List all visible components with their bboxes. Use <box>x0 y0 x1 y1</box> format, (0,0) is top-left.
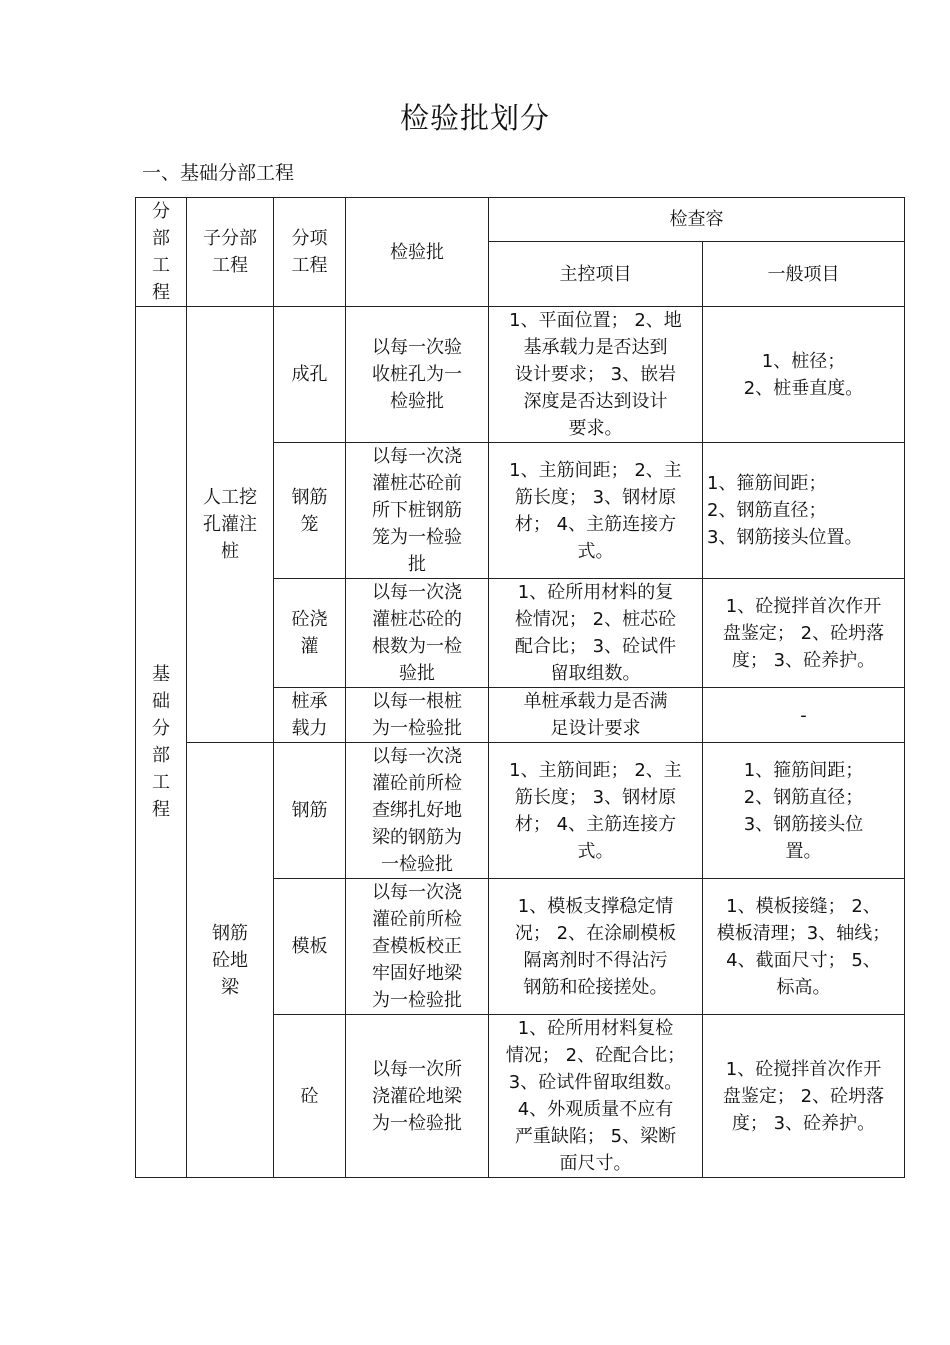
general-items: 1、砼搅拌首次作开 盘鉴定； 2、砼坍落 度； 3、砼养护。 <box>703 579 905 688</box>
header-subdivision: 子分部 工程 <box>187 198 274 307</box>
general-items: 1、箍筋间距； 2、钢筋直径； 3、钢筋接头位置。 <box>703 443 905 579</box>
general-items: 1、箍筋间距； 2、钢筋直径； 3、钢筋接头位 置。 <box>703 743 905 879</box>
subdivision-name: 钢筋 砼地 梁 <box>187 743 274 1178</box>
main-control-items: 1、砼所用材料复检 情况； 2、砼配合比； 3、砼试件留取组数。 4、外观质量不应有 严重缺陷； 5、梁断 面尺寸。 <box>489 1015 703 1178</box>
item-name: 砼浇 灌 <box>274 579 346 688</box>
section-heading: 一、基础分部工程 <box>142 162 295 184</box>
item-name: 桩承 载力 <box>274 688 346 743</box>
header-batch: 检验批 <box>346 198 489 307</box>
general-items: 1、模板接缝； 2、 模板清理；3、轴线； 4、截面尺寸； 5、 标高。 <box>703 879 905 1015</box>
header-division: 分 部 工 程 <box>136 198 187 307</box>
batch-rule: 以每一次验 收桩孔为一 检验批 <box>346 307 489 443</box>
general-items: - <box>703 688 905 743</box>
main-control-items: 1、模板支撑稳定情 况； 2、在涂刷模板 隔离剂时不得沾污 钢筋和砼接搓处。 <box>489 879 703 1015</box>
item-name: 钢筋 笼 <box>274 443 346 579</box>
general-items: 1、砼搅拌首次作开 盘鉴定； 2、砼坍落 度； 3、砼养护。 <box>703 1015 905 1178</box>
inspection-batch-table <box>135 197 905 1178</box>
batch-rule: 以每一次浇 灌砼前所检 查模板校正 牢固好地梁 为一检验批 <box>346 879 489 1015</box>
batch-rule: 以每一次浇 灌砼前所检 查绑扎好地 梁的钢筋为 一检验批 <box>346 743 489 879</box>
item-name: 砼 <box>274 1015 346 1178</box>
main-control-items: 1、主筋间距； 2、主 筋长度； 3、钢材原 材； 4、主筋连接方 式。 <box>489 743 703 879</box>
main-control-items: 1、砼所用材料的复 检情况； 2、桩芯砼 配合比； 3、砼试件 留取组数。 <box>489 579 703 688</box>
batch-rule: 以每一次所 浇灌砼地梁 为一检验批 <box>346 1015 489 1178</box>
item-name: 模板 <box>274 879 346 1015</box>
header-main-items: 主控项目 <box>489 242 703 307</box>
item-name: 钢筋 <box>274 743 346 879</box>
header-inspect: 检查容 <box>489 198 905 242</box>
general-items: 1、桩径； 2、桩垂直度。 <box>703 307 905 443</box>
header-general-items: 一般项目 <box>703 242 905 307</box>
division-name: 基 础 分 部 工 程 <box>136 307 187 1178</box>
batch-rule: 以每一次浇 灌桩芯砼的 根数为一检 验批 <box>346 579 489 688</box>
subdivision-name: 人工挖 孔灌注 桩 <box>187 307 274 743</box>
page-title: 检验批划分 <box>399 101 550 135</box>
main-control-items: 1、平面位置； 2、地 基承载力是否达到 设计要求； 3、嵌岩 深度是否达到设计 要求。 <box>489 307 703 443</box>
main-control-items: 单桩承载力是否满 足设计要求 <box>489 688 703 743</box>
item-name: 成孔 <box>274 307 346 443</box>
batch-rule: 以每一次浇 灌桩芯砼前 所下桩钢筋 笼为一检验 批 <box>346 443 489 579</box>
header-item: 分项 工程 <box>274 198 346 307</box>
batch-rule: 以每一根桩 为一检验批 <box>346 688 489 743</box>
main-control-items: 1、主筋间距； 2、主 筋长度； 3、钢材原 材； 4、主筋连接方 式。 <box>489 443 703 579</box>
